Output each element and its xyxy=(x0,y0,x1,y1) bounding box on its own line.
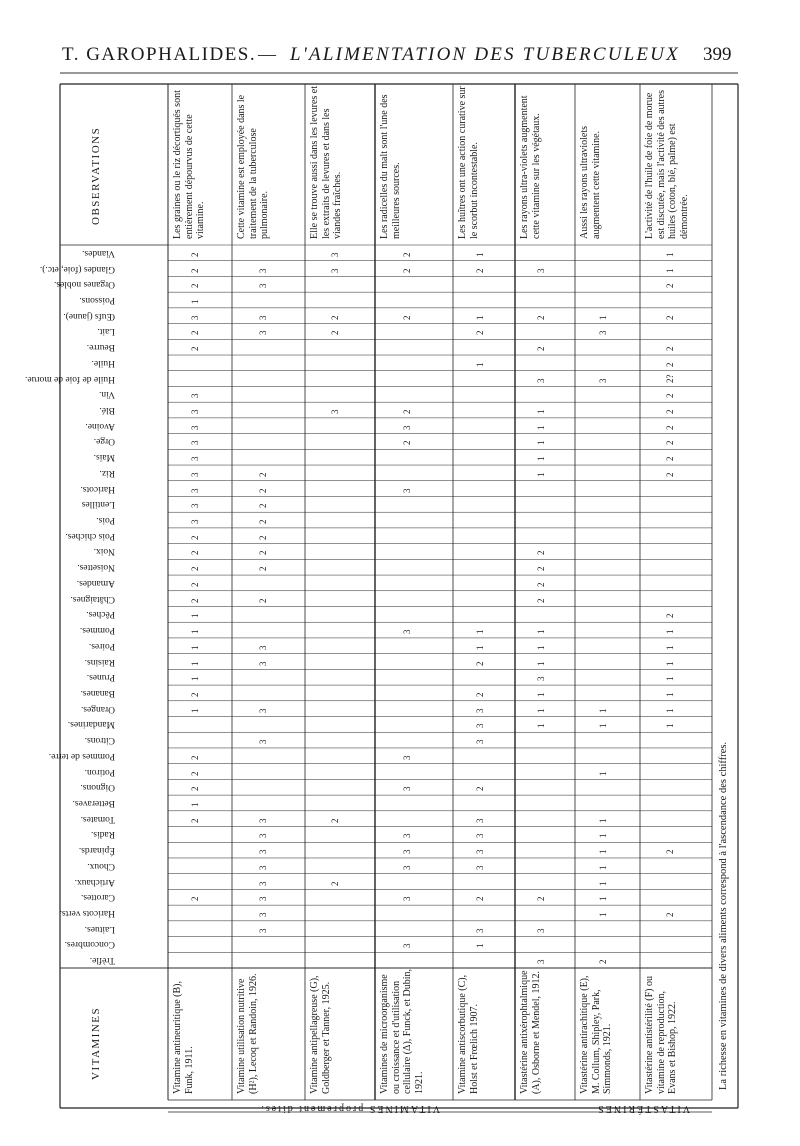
food-label: Poissons. xyxy=(79,295,115,305)
cell-value: 3 xyxy=(474,865,485,870)
food-label: Choux. xyxy=(87,860,115,871)
cell-value: 3 xyxy=(190,425,201,430)
cell-value: 2 xyxy=(190,692,201,697)
cell-value: 3 xyxy=(257,739,268,745)
vitamin-name: Vitamines de microorganisme ou croissance et d'utilisation cellulaire (Δ), Funck, et Dubin, 1921. xyxy=(379,968,425,1094)
observation-text: Elle se trouve aussi dans les levures et les extraits de levures et dans les viandes fraîches. xyxy=(309,85,343,239)
food-label: Potiron. xyxy=(84,766,115,777)
cell-value: 2 xyxy=(665,409,676,415)
cell-value: 2 xyxy=(257,550,268,556)
cell-value: 2 xyxy=(474,661,485,666)
table-footnote: La richesse en vitamines de divers aliments correspond à l'ascendance des chiffres. xyxy=(718,741,729,1090)
cell-value: 1 xyxy=(190,629,201,635)
cell-value: 2 xyxy=(665,315,676,320)
cell-value: 2 xyxy=(257,598,268,603)
food-label: Betteraves. xyxy=(72,797,115,808)
page-number: 399 xyxy=(703,44,732,65)
cell-value: 3 xyxy=(402,755,413,760)
cell-value: 2 xyxy=(402,252,413,257)
vitamin-name: Vitastérine antixérophtalmique (A), Osborne et Mendel, 1912. xyxy=(519,970,542,1094)
cell-value: 3 xyxy=(536,928,546,933)
cell-value: 1 xyxy=(474,629,485,635)
observation-text: Aussi les rayons ultraviolets augmentent cette vitamine. xyxy=(579,125,602,239)
cell-value: 2 xyxy=(665,425,676,430)
cell-value: 1 xyxy=(190,708,201,713)
cell-value: 3 xyxy=(190,315,201,320)
food-label: Pêches. xyxy=(86,609,115,620)
cell-value: 2 xyxy=(536,315,546,320)
food-label: Orge. xyxy=(93,436,115,447)
cell-value: 1 xyxy=(597,912,608,917)
cell-value: 1 xyxy=(190,299,201,304)
cell-value: 1 xyxy=(597,708,608,713)
observation-text: Les rayons ultra-violets augmentent cette vitamine sur les végétaux. xyxy=(519,95,542,239)
cell-value: 3 xyxy=(402,849,413,855)
cell-value: 3 xyxy=(402,865,413,870)
cell-value: 1 xyxy=(474,252,485,257)
cell-value: 1 xyxy=(536,440,546,446)
cell-value: 2 xyxy=(257,566,268,572)
cell-value: 1 xyxy=(536,472,546,477)
food-label: Pois chiches. xyxy=(65,530,115,541)
cell-value: 2 xyxy=(190,896,201,902)
cell-value: 2 xyxy=(536,566,546,572)
food-label: Épinards. xyxy=(78,845,115,856)
cell-value: 3 xyxy=(536,268,546,273)
cell-value: 1 xyxy=(597,771,608,776)
cell-value: 3 xyxy=(257,708,268,713)
observation-text: Cette vitamine est employée dans le traitement de la tuberculose pulmonaire. xyxy=(236,94,270,239)
cell-value: 3 xyxy=(257,928,268,933)
cell-value: 3 xyxy=(402,786,413,792)
cell-value: 3 xyxy=(402,629,413,635)
cell-value: 3 xyxy=(536,676,546,682)
cell-value: 1 xyxy=(190,661,201,666)
cell-value: 2 xyxy=(665,613,676,619)
food-label: Beurre. xyxy=(86,342,115,353)
cell-value: 3 xyxy=(536,959,546,965)
cell-value: 3 xyxy=(257,645,268,650)
running-head-dash: — xyxy=(258,44,276,64)
cell-value: 2 xyxy=(402,409,413,415)
cell-value: 2 xyxy=(665,393,676,399)
cell-value: 3 xyxy=(402,833,413,839)
cell-value: 2 xyxy=(257,519,268,525)
cell-value: 2 xyxy=(597,959,608,965)
cell-value: 3 xyxy=(257,661,268,666)
cell-value: 3 xyxy=(474,739,485,745)
cell-value: 2 xyxy=(536,896,546,902)
food-label: Haricots verts. xyxy=(59,907,115,918)
cell-value: 2 xyxy=(329,330,340,336)
cell-value: 3 xyxy=(597,330,608,336)
food-label: Riz. xyxy=(99,467,115,478)
food-label: Lait. xyxy=(97,326,115,337)
cell-value: 2 xyxy=(190,598,201,603)
cell-value: 3 xyxy=(474,833,485,839)
food-label: Radis. xyxy=(90,829,115,840)
food-label: Prunes. xyxy=(86,672,115,683)
observation-text: Les radicelles du malt sont l'une des meilleures sources. xyxy=(379,94,402,239)
cell-value: 3 xyxy=(190,519,201,525)
cell-value: 1 xyxy=(665,723,676,729)
observation-text: Les graines ou le riz décortiqués sont entièrement dépourvus de cette vitamine. xyxy=(172,90,206,239)
cell-value: 1 xyxy=(665,676,676,682)
food-label: Vin. xyxy=(98,389,115,400)
food-label: Avoine. xyxy=(85,420,115,431)
cell-value: 1 xyxy=(474,943,485,949)
cell-value: 1 xyxy=(190,645,201,650)
cell-value: 3 xyxy=(190,440,201,446)
food-label: Haricots. xyxy=(80,483,115,494)
cell-value: 1 xyxy=(665,629,676,635)
cell-value: 1 xyxy=(665,252,676,257)
observations-header: OBSERVATIONS xyxy=(90,126,102,225)
cell-value: 2 xyxy=(474,330,485,336)
cell-value: 2 xyxy=(257,472,268,477)
running-head-author: T. GAROPHALIDES. xyxy=(62,44,257,65)
cell-value: 3 xyxy=(402,943,413,949)
vitamin-name: Vitamine antipellagreuse (G), Goldberger et Tanner, 1925. xyxy=(309,975,332,1094)
cell-value: 2? xyxy=(665,374,676,383)
cell-value: 2 xyxy=(190,252,201,257)
cell-value: 3 xyxy=(402,896,413,902)
cell-value: 2 xyxy=(665,912,676,917)
group-label-vitamines: VITAMINES proprement dites. xyxy=(259,1103,440,1114)
cell-value: 1 xyxy=(665,268,676,273)
food-label: Huile de foie de morue. xyxy=(25,373,115,384)
cell-value: 3 xyxy=(190,409,201,415)
vitamin-name: Vitamine antiscorbutique (C), Holst et Frœlich 1907. xyxy=(457,974,480,1094)
cell-value: 2 xyxy=(190,566,201,572)
food-label: Trèfle. xyxy=(89,955,115,966)
observation-text: L'activité de l'huile de foie de morue est discutée, mais l'activité des autres huiles (coton, blé, palme) est démontrée. xyxy=(644,90,690,239)
cell-value: 3 xyxy=(257,315,268,320)
cell-value: 2 xyxy=(474,692,485,697)
food-label: Pommes de terre. xyxy=(48,750,115,761)
cell-value: 3 xyxy=(402,425,413,430)
cell-value: 3 xyxy=(257,912,268,917)
vitamin-name: Vitamine antineuritique (B), Funk, 1911. xyxy=(172,981,195,1094)
cell-value: 2 xyxy=(257,535,268,540)
food-label: Organes nobles. xyxy=(53,279,115,290)
cell-value: 3 xyxy=(474,849,485,855)
food-label: Noisettes. xyxy=(77,562,115,573)
cell-value: 2 xyxy=(257,503,268,509)
cell-value: 1 xyxy=(536,645,546,650)
cell-value: 2 xyxy=(190,535,201,540)
cell-value: 2 xyxy=(402,268,413,273)
cell-value: 2 xyxy=(665,440,676,446)
cell-value: 1 xyxy=(665,661,676,666)
cell-value: 3 xyxy=(329,409,340,415)
cell-value: 3 xyxy=(190,393,201,399)
cell-value: 2 xyxy=(402,440,413,446)
cell-value: 2 xyxy=(190,283,201,289)
food-label: Poires. xyxy=(88,640,115,651)
cell-value: 2 xyxy=(190,346,201,352)
cell-value: 1 xyxy=(597,865,608,870)
cell-value: 2 xyxy=(190,582,201,587)
cell-value: 2 xyxy=(329,818,340,823)
cell-value: 3 xyxy=(597,378,608,383)
cell-value: 2 xyxy=(474,786,485,792)
cell-value: 1 xyxy=(536,661,546,666)
cell-value: 3 xyxy=(257,865,268,870)
cell-value: 2 xyxy=(190,771,201,776)
food-label: Blé. xyxy=(99,405,115,416)
food-label: Amandes. xyxy=(76,577,115,588)
cell-value: 3 xyxy=(190,503,201,509)
cell-value: 2 xyxy=(665,346,676,352)
cell-value: 1 xyxy=(474,362,485,367)
food-label: Bananes. xyxy=(80,687,115,698)
cell-value: 1 xyxy=(597,818,608,823)
cell-value: 3 xyxy=(257,833,268,839)
cell-value: 3 xyxy=(329,268,340,273)
cell-value: 3 xyxy=(474,723,485,729)
cell-value: 3 xyxy=(329,252,340,257)
food-label: Raisins. xyxy=(84,656,115,667)
cell-value: 1 xyxy=(536,723,546,729)
cell-value: 3 xyxy=(257,268,268,273)
vitamines-header: VITAMINES xyxy=(90,1006,102,1080)
cell-value: 1 xyxy=(536,708,546,713)
cell-value: 2 xyxy=(665,849,676,855)
cell-value: 2 xyxy=(665,472,676,477)
cell-value: 1 xyxy=(190,613,201,619)
running-head-title: L'ALIMENTATION DES TUBERCULEUX xyxy=(290,44,680,65)
food-label: Glandes (foie, etc.). xyxy=(39,263,115,274)
cell-value: 2 xyxy=(474,268,485,273)
food-label: Noix. xyxy=(93,546,115,557)
cell-value: 1 xyxy=(597,315,608,320)
cell-value: 3 xyxy=(257,283,268,289)
cell-value: 1 xyxy=(597,833,608,839)
cell-value: 1 xyxy=(190,802,201,807)
cell-value: 2 xyxy=(536,582,546,587)
vitamin-name: Vitastérine antistérilité (F) ou vitamine de reproduction, Evans et Bishop, 1922. xyxy=(644,976,678,1094)
cell-value: 2 xyxy=(190,268,201,273)
food-label: Pois. xyxy=(96,515,115,526)
cell-value: 1 xyxy=(665,692,676,697)
cell-value: 2 xyxy=(190,550,201,556)
cell-value: 2 xyxy=(190,786,201,792)
cell-value: 3 xyxy=(257,330,268,336)
food-label: Lentilles xyxy=(81,499,115,510)
food-label: Viandes. xyxy=(82,247,115,258)
vitamin-name: Vitamine utilisation nutritive (H²), Lecoq et Randoin, 1926. xyxy=(236,973,259,1094)
cell-value: 1 xyxy=(536,629,546,635)
cell-value: 2 xyxy=(536,550,546,556)
cell-value: 1 xyxy=(536,425,546,430)
cell-value: 2 xyxy=(474,896,485,902)
group-label-vitasterines: VITASTÉRINES xyxy=(596,1103,690,1114)
cell-value: 2 xyxy=(536,598,546,603)
cell-value: 2 xyxy=(329,315,340,320)
food-label: Citrons. xyxy=(84,735,115,746)
cell-value: 1 xyxy=(665,645,676,650)
vitamin-name: Vitastérine antirachitique (E), M. Collum, Shipley, Park, Simmonds, 1921. xyxy=(579,975,613,1094)
food-label: Huile. xyxy=(91,357,115,368)
cell-value: 2 xyxy=(536,346,546,352)
cell-value: 2 xyxy=(665,362,676,367)
cell-value: 2 xyxy=(190,755,201,760)
cell-value: 2 xyxy=(190,818,201,823)
cell-value: 3 xyxy=(474,818,485,823)
food-label: Laitues. xyxy=(84,923,115,934)
cell-value: 1 xyxy=(597,881,608,886)
cell-value: 3 xyxy=(190,472,201,477)
food-label: Oranges. xyxy=(80,703,115,714)
cell-value: 1 xyxy=(597,849,608,855)
cell-value: 1 xyxy=(474,645,485,650)
food-label: Artichaux. xyxy=(74,876,115,887)
cell-value: 1 xyxy=(536,409,546,415)
cell-value: 2 xyxy=(665,283,676,289)
cell-value: 1 xyxy=(665,708,676,713)
cell-value: 1 xyxy=(597,896,608,902)
food-label: Maïs. xyxy=(93,452,115,463)
cell-value: 1 xyxy=(474,315,485,320)
cell-value: 2 xyxy=(665,456,676,462)
cell-value: 2 xyxy=(257,488,268,493)
food-label: Oignons. xyxy=(80,782,115,793)
food-label: Châtaignes. xyxy=(70,593,115,604)
cell-value: 3 xyxy=(257,896,268,902)
food-label: Œufs (jaune). xyxy=(63,310,115,321)
cell-value: 3 xyxy=(257,849,268,855)
food-label: Mandarines. xyxy=(67,719,115,730)
cell-value: 3 xyxy=(474,708,485,713)
cell-value: 2 xyxy=(190,330,201,336)
cell-value: 1 xyxy=(536,692,546,697)
food-label: Carottes. xyxy=(80,892,115,903)
food-label: Pommes. xyxy=(79,625,115,636)
cell-value: 3 xyxy=(257,818,268,823)
food-label: Concombres. xyxy=(64,939,115,950)
food-label: Tomates. xyxy=(80,813,115,824)
cell-value: 3 xyxy=(474,928,485,933)
cell-value: 3 xyxy=(190,456,201,462)
cell-value: 2 xyxy=(402,315,413,320)
cell-value: 1 xyxy=(597,723,608,729)
cell-value: 3 xyxy=(190,488,201,493)
observation-text: Les huîtres ont une action curative sur le scorbut incontestable. xyxy=(457,86,480,239)
cell-value: 3 xyxy=(402,488,413,493)
cell-value: 3 xyxy=(257,881,268,886)
cell-value: 1 xyxy=(536,456,546,462)
cell-value: 2 xyxy=(329,881,340,886)
cell-value: 3 xyxy=(536,378,546,383)
cell-value: 1 xyxy=(190,676,201,682)
